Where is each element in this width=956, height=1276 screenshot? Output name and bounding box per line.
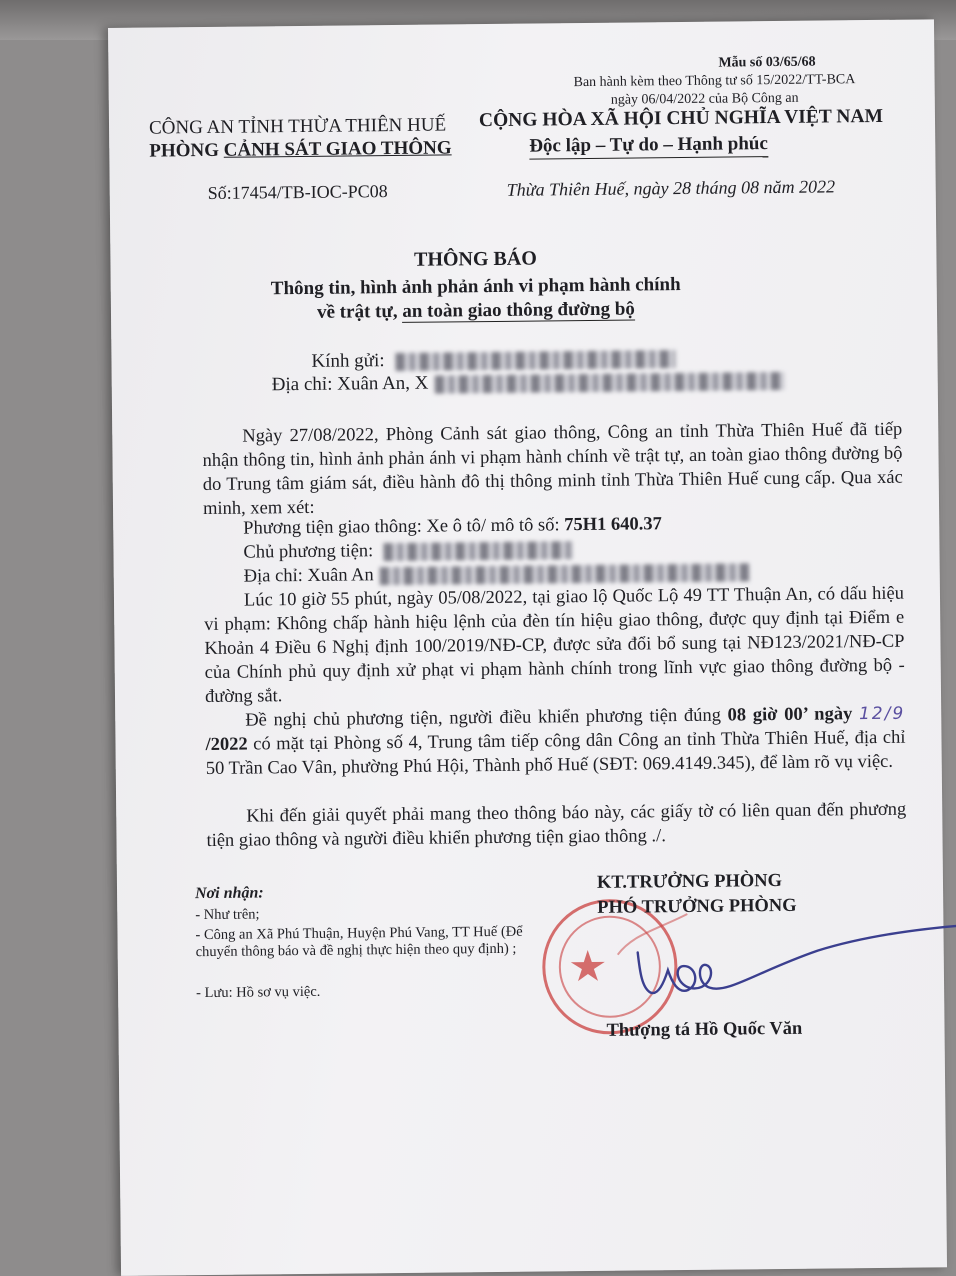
owner-line [243,539,574,563]
redacted-owner-address [380,563,750,585]
vehicle-line [243,514,662,539]
signature-title-1: KT.TRƯỞNG PHÒNG [596,870,783,893]
document-subtitle-1: Thông tin, hình ảnh phản ánh vi phạm hành chính [270,274,681,300]
redacted-name [395,350,675,371]
summons-time: 08 giờ 00’ ngày [727,704,853,726]
signature-title-2: PHÓ TRƯỞNG PHÒNG [597,895,797,918]
document-page [108,19,947,1276]
paragraph-violation: Lúc 10 giờ 55 phút, ngày 05/08/2022, tại giao lộ Quốc Lộ 49 TT Thuận An, có dấu hiệu vi phạm: Không chấp hành hiệu lệnh của đèn tín hiệu giao thông, được quy định tại Điểm e Khoản 4 Điều 6 Nghị định 100/2019/NĐ-CP, được sửa đổi bổ sung tại NĐ123/2021/NĐ-CP của Chính phủ quy định xử phạt vi phạm hành chính trong lĩnh vực giao thông đường bộ - đường sắt. [204,583,905,708]
recipient-address-line [272,369,785,396]
document-title: THÔNG BÁO [413,247,537,271]
subtitle-prefix: về trật tự, [316,300,403,323]
national-motto: Độc lập – Tự do – Hạnh phúc [529,133,768,159]
nation-title: CỘNG HÒA XÃ HỘI CHỦ NGHĨA VIỆT NAM [478,105,884,132]
recipients-heading: Nơi nhận: [194,884,264,903]
paragraph-summons [205,702,906,781]
agency-prefix: PHÒNG [149,139,224,162]
recipient-line [311,347,675,373]
summons-year: /2022 [205,734,248,756]
vehicle-plate: 75H1 640.37 [564,514,662,536]
issued-with: Ban hành kèm theo Thông tư số 15/2022/TT-BCA [573,72,856,91]
recipients-item-1: - Như trên; [195,906,260,924]
agency-underlined: CẢNH SÁT GIAO THÔNG [223,137,452,161]
redacted-address [434,372,784,394]
handwritten-signature [617,919,956,1013]
recipient-label: Kính gửi: [311,350,390,372]
address-label: Địa chỉ: Xuân An, X [271,372,429,396]
issued-date: ngày 06/04/2022 của Bộ Công an [610,90,799,108]
owner-label: Chủ phương tiện: [243,541,379,563]
place-date: Thừa Thiên Huế, ngày 28 tháng 08 năm 2022 [506,176,836,200]
owner-address-label: Địa chỉ: Xuân An [243,565,374,587]
paragraph-closing: Khi đến giải quyết phải mang theo thông báo này, các giấy tờ có liên quan đến phương tiện giao thông và người điều khiển phương tiện giao thông ./. [206,799,907,852]
summons-text-a: Đề nghị chủ phương tiện, người điều khiển phương tiện đúng [245,705,728,731]
redacted-owner [384,541,574,561]
recipients-item-3: - Lưu: Hồ sơ vụ việc. [196,983,321,1002]
agency-name [149,137,452,162]
recipients-item-2: - Công an Xã Phú Thuận, Huyện Phú Vang, TT Huế (Để chuyển thông báo và đề nghị thực hiện theo quy định) ; [195,923,523,961]
vehicle-label: Phương tiện giao thông: Xe ô tô/ mô tô số: [243,515,565,539]
signer-name: Thượng tá Hồ Quốc Văn [606,1018,803,1041]
subtitle-underlined: an toàn giao thông đường bộ [402,298,635,322]
summons-text-b: có mặt tại Phòng số 4, Trung tâm tiếp công dân Công an tỉnh Thừa Thiên Huế, địa chỉ 50 Trần Cao Vân, phường Phú Hội, Thành phố Huế (SĐT: 069.4149.345), để làm rõ vụ việc. [205,727,906,780]
paragraph-intro: Ngày 27/08/2022, Phòng Cảnh sát giao thông, Công an tỉnh Thừa Thiên Huế đã tiếp nhận thông tin, hình ảnh phản ánh vi phạm hành chính về trật tự, an toàn giao thông đường bộ do Trung tâm giám sát, điều hành đô thị thông minh tỉnh Thừa Thiên Huế cung cấp. Qua xác minh, xem xét: [202,419,903,520]
form-number: Mẫu số 03/65/68 [718,54,816,71]
agency-parent: CÔNG AN TỈNH THỪA THIÊN HUẾ [148,114,447,139]
document-number: Số:17454/TB-IOC-PC08 [207,181,388,203]
handwritten-date: 12/9 [858,703,906,725]
